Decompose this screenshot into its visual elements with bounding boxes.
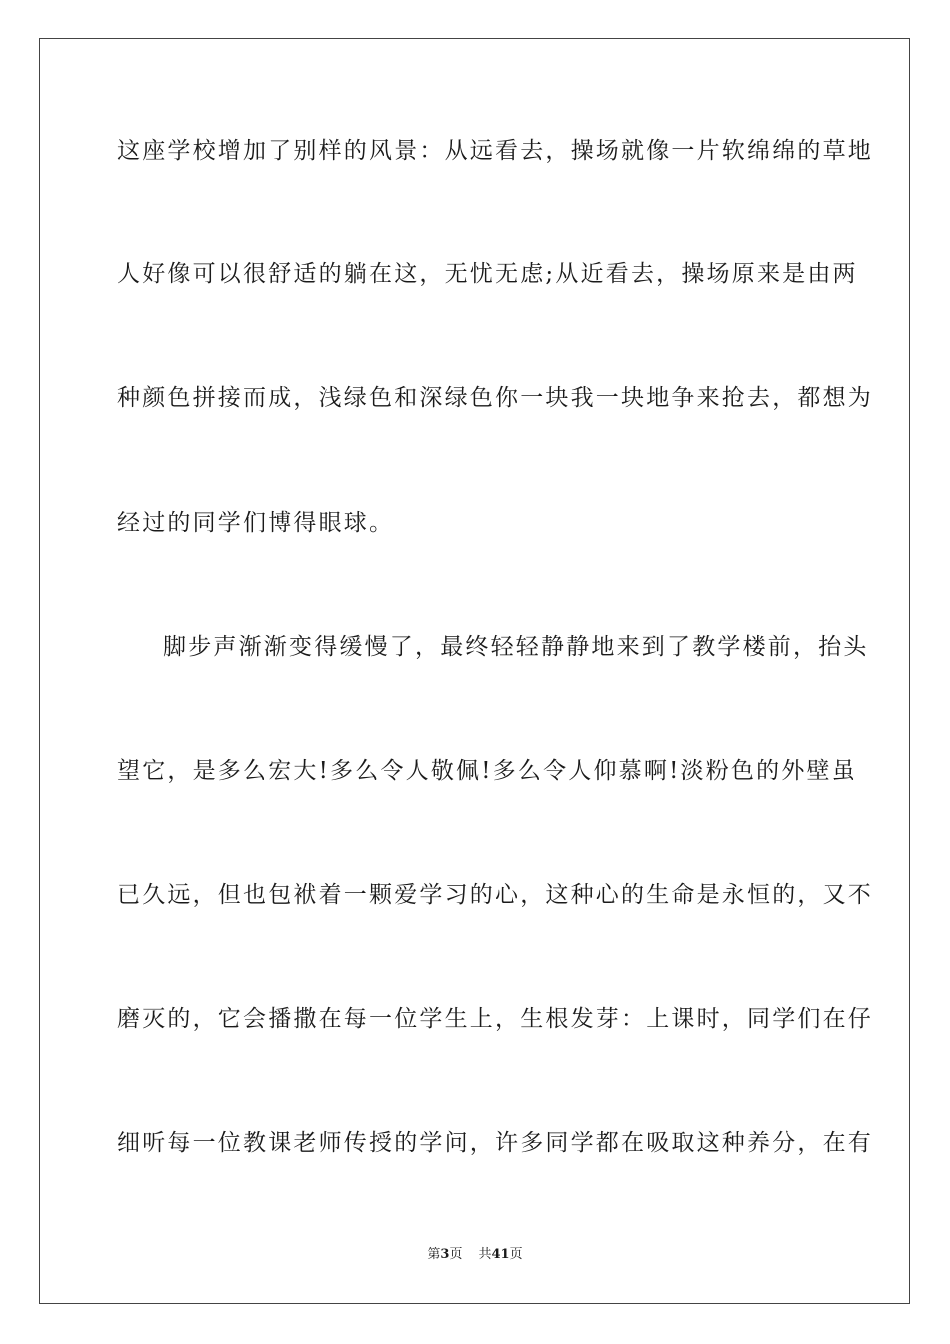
page-suffix: 页 xyxy=(449,1247,463,1262)
total-prefix: 共 xyxy=(478,1247,492,1262)
text-line-2: 人好像可以很舒适的躺在这，无忧无虑;从近看去，操场原来是由两 xyxy=(117,261,858,287)
page-footer xyxy=(0,1246,950,1264)
text-line-8: 磨灭的，它会播撒在每一位学生上，生根发芽：上课时，同学们在仔 xyxy=(117,1006,873,1032)
text-line-5: 脚步声渐渐变得缓慢了，最终轻轻静静地来到了教学楼前，抬头 xyxy=(163,634,869,660)
page-prefix: 第 xyxy=(427,1247,441,1262)
text-line-3: 种颜色拼接而成，浅绿色和深绿色你一块我一块地争来抢去，都想为 xyxy=(117,385,873,411)
text-line-1: 这座学校增加了别样的风景：从远看去，操场就像一片软绵绵的草地 xyxy=(117,138,873,164)
text-line-9: 细听每一位教课老师传授的学问，许多同学都在吸取这种养分，在有 xyxy=(117,1130,873,1156)
text-line-4: 经过的同学们博得眼球。 xyxy=(117,510,395,536)
text-line-6: 望它，是多么宏大!多么令人敬佩!多么令人仰慕啊!淡粉色的外壁虽 xyxy=(117,758,857,784)
page-current: 3 xyxy=(440,1247,450,1262)
total-suffix: 页 xyxy=(509,1247,523,1262)
page-total: 41 xyxy=(491,1247,510,1262)
page-border xyxy=(39,38,910,1304)
text-line-7: 已久远，但也包袱着一颗爱学习的心，这种心的生命是永恒的，又不 xyxy=(117,882,873,908)
